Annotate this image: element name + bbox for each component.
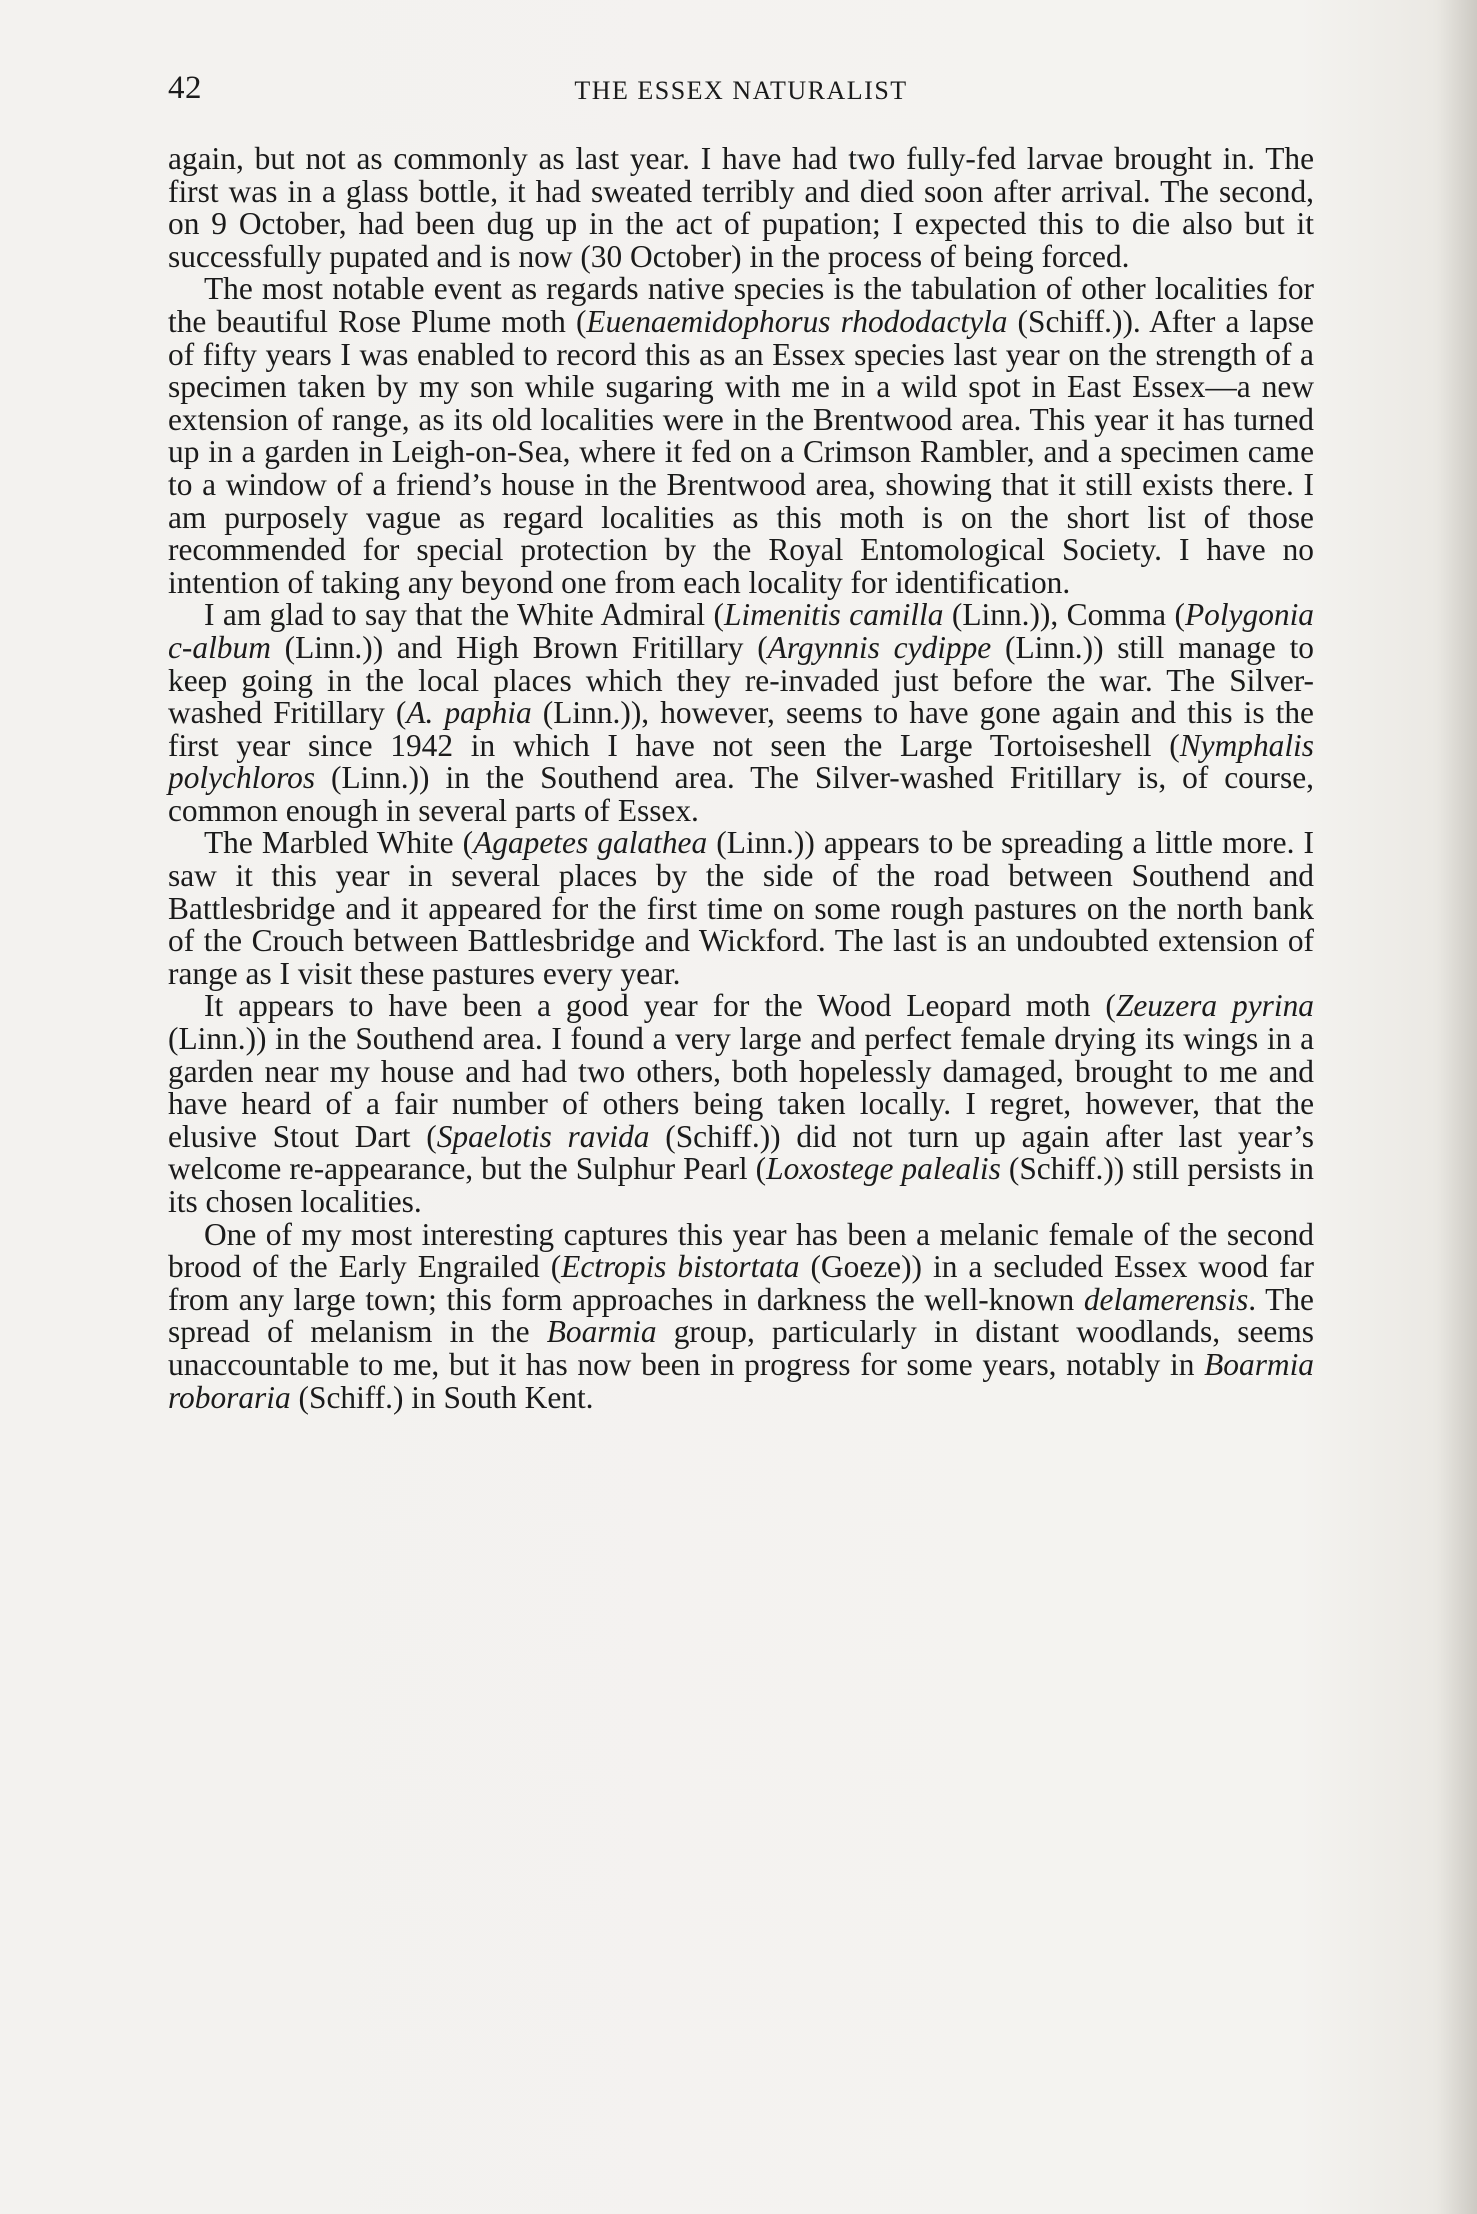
text-run: (Linn.)) and High Brown Fritillary (: [270, 629, 768, 665]
text-run: (Schiff.)). After a lapse of fifty years I was enabled to record this as an Essex species last year on the strength of a specimen taken by my son while sugaring with me in a wild spot in East Essex—a new extension of range, as its old localities were in the Brentwood area. This year it has turned up in a garden in Leigh-on-Sea, where it fed on a Crimson Rambler, and a specimen came to a window of a friend’s house in the Brentwood area, showing that it still exists there. I am purposely vague as regard localities as this moth is on the short list of those recommended for special protection by the Royal Entomological Society. I have no intention of taking any beyond one from each locality for identification.: [168, 303, 1314, 600]
text-run: (Goeze)) in a secluded Essex wood far from any large town; this form approaches in darkness the well-known: [168, 1249, 1314, 1317]
page-number: 42: [168, 70, 202, 106]
italic-species-name: Boarmia: [546, 1314, 657, 1350]
italic-species-name: A. paphia: [406, 695, 532, 731]
text-run: (Linn.)), Comma (: [943, 597, 1185, 633]
italic-species-name: Ectropis bistortata: [561, 1249, 800, 1285]
article-body: [168, 143, 1314, 1414]
italic-species-name: Zeuzera pyrina: [1115, 988, 1314, 1024]
text-run: The Marbled White (: [204, 825, 474, 861]
paragraph: [168, 1216, 1314, 1415]
italic-species-name: Limenitis camilla: [723, 597, 944, 633]
page-edge-shadow: [1439, 0, 1477, 2214]
page-header: [168, 70, 1314, 114]
text-run: (Linn.)) in the Southend area. The Silver-washed Fritillary is, of course, common enough in several parts of Essex.: [168, 760, 1314, 828]
text-run: . The spread of melanism in the: [168, 1281, 1314, 1350]
italic-species-name: Argynnis cydippe: [767, 629, 992, 665]
italic-species-name: Boarmia roboraria: [168, 1346, 1314, 1415]
text-run: (Schiff.)) did not turn up again after last year’s welcome re-appearance, but the Sulphur Pearl (: [168, 1118, 1315, 1187]
text-run: (Schiff.)) still persists in its chosen localities.: [168, 1151, 1315, 1219]
italic-species-name: Agapetes galathea: [473, 825, 708, 861]
text-run: I am glad to say that the White Admiral (: [204, 597, 724, 633]
text-run: One of my most interesting captures this year has been a melanic female of the second brood of the Early Engrailed (: [168, 1216, 1314, 1285]
text-run: (Linn.)) appears to be spreading a little more. I saw it this year in several places by the side of the road between Southend and Battlesbridge and it appeared for the first time on some rough pastures on the north bank of the Crouch between Battlesbridge and Wickford. The last is an undoubted extension of range as I visit these pastures every year.: [168, 825, 1314, 991]
italic-species-name: Nymphalis polychloros: [168, 727, 1314, 796]
italic-species-name: Polygonia c-album: [168, 597, 1314, 665]
text-run: (Schiff.) in South Kent.: [290, 1379, 594, 1415]
text-run: again, but not as commonly as last year. I have had two fully-fed larvae brought in. The first was in a glass bottle, it had sweated terribly and died soon after arrival. The second, on 9 October, had been dug up in the act of pupation; I expected this to die also but it successfully pupated and is now (30 October) in the process of being forced.: [168, 141, 1314, 274]
italic-species-name: Euenaemidophorus rhododactyla: [586, 303, 1008, 339]
italic-species-name: Loxostege palealis: [766, 1151, 1001, 1187]
paragraph: [168, 827, 1314, 990]
text-run: (Linn.)) still manage to keep going in the local places which they re-invaded just before the war. The Silver-washed Fritillary (: [168, 629, 1314, 731]
paragraph: [168, 990, 1314, 1218]
text-run: (Linn.)), however, seems to have gone again and this is the first year since 1942 in which I have not seen the Large Tortoiseshell (: [168, 695, 1314, 763]
text-run: It appears to have been a good year for the Wood Leopard moth (: [204, 988, 1116, 1024]
text-run: (Linn.)) in the Southend area. I found a very large and perfect female drying its wings in a garden near my house and had two others, both hopelessly damaged, brought to me and have heard of a fair number of others being taken locally. I regret, however, that the elusive Stout Dart (: [168, 1021, 1314, 1154]
text-run: The most notable event as regards native species is the tabulation of other localities for the beautiful Rose Plume moth (: [168, 271, 1314, 339]
text-run: group, particularly in distant woodlands, seems unaccountable to me, but it has now been in progress for some years, notably in: [168, 1314, 1314, 1382]
paragraph: [168, 273, 1314, 599]
paragraph: [168, 143, 1314, 273]
italic-species-name: Spaelotis ravida: [436, 1118, 650, 1154]
running-head: THE ESSEX NATURALIST: [574, 76, 908, 105]
italic-species-name: delamerensis: [1083, 1281, 1249, 1317]
paragraph: [168, 599, 1314, 827]
